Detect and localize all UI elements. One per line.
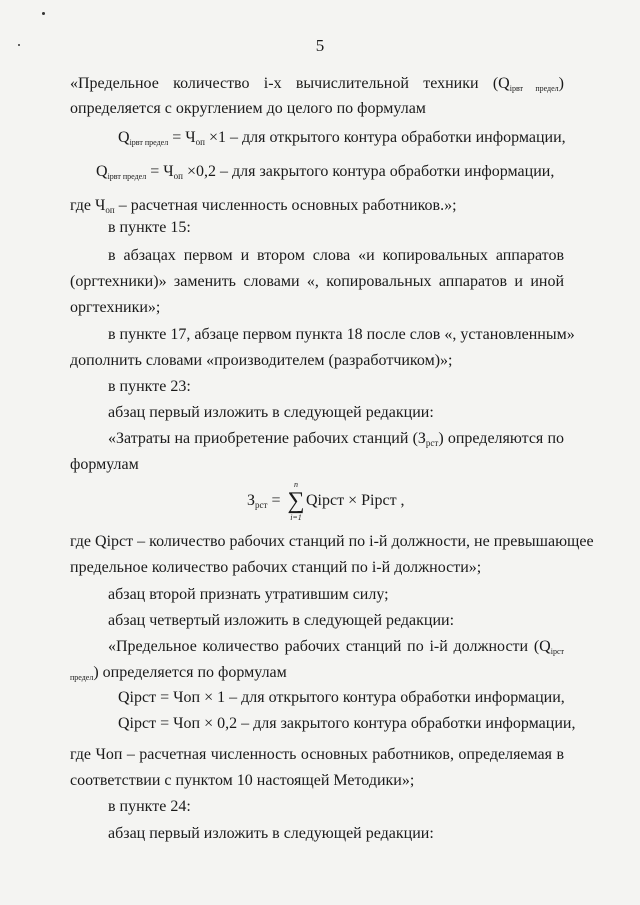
paragraph-line: предельное количество рабочих станций по i-й должности»;: [70, 559, 482, 576]
paragraph-line: абзац первый изложить в следующей редакции:: [108, 404, 434, 421]
paragraph-line: оргтехники»;: [70, 299, 161, 316]
formula-open-contour: Qiрвт предел = $Ч_{оп} \times 1$ – для открытого контура обработки информации,: [118, 129, 566, 147]
paragraph-line: формулам: [70, 456, 139, 473]
paragraph-line: где $Ч_{оп}$ – расчетная численность основных работников.»;: [70, 197, 457, 215]
paragraph-line: в пункте 17, абзаце первом пункта 18 после слов «, установленным»: [108, 326, 575, 343]
page-number: 5: [315, 36, 325, 55]
paragraph-line: абзац четвертый изложить в следующей редакции:: [108, 612, 455, 629]
paragraph-line: абзац первый изложить в следующей редакции:: [108, 825, 434, 842]
paragraph-line: «Затраты на приобретение рабочих станций $(З_{рст})$ определяются по: [108, 430, 565, 448]
paragraph-line: (оргтехники)» заменить словами «, копировальных аппаратов и иной: [70, 273, 564, 290]
formula-open-contour: Qiрст = Чоп × 1 – для открытого контура обработки информации,: [118, 689, 565, 706]
paragraph-line: соответствии с пунктом 10 настоящей Методики»;: [70, 772, 415, 789]
paragraph-line: в абзацах первом и втором слова «и копировальных аппаратов: [108, 247, 564, 264]
formula-closed-contour: Qiрст = Чоп × 0,2 – для закрытого контура обработки информации,: [118, 715, 576, 732]
paragraph-line: «Предельное количество i-х вычислительной техники (Qiрвт предел): [70, 75, 564, 93]
paragraph-line: предел) определяется по формулам: [70, 664, 287, 682]
paragraph-line: в пункте 15:: [108, 219, 191, 236]
formula-closed-contour: Qiрвт предел = $Ч_{оп} \times 0,2$ – для закрытого контура обработки информации,: [96, 163, 555, 181]
paragraph-line: дополнить словами «производителем (разработчиком)»;: [70, 352, 453, 369]
scan-speck: [42, 12, 45, 15]
sum-formula-lhs: $З_{рст}$ =: [247, 492, 281, 510]
paragraph-line: в пункте 23:: [108, 378, 191, 395]
paragraph-line: определяется с округлением до целого по формулам: [70, 100, 426, 117]
sum-formula-rhs: Qiрст × Piрст ,: [306, 492, 405, 509]
paragraph-line: абзац второй признать утратившим силу;: [108, 586, 389, 603]
paragraph-line: где Чоп – расчетная численность основных работников, определяемая в: [70, 746, 564, 763]
paragraph-line: «Предельное количество рабочих станций по i-й должности (Qiрст: [108, 638, 564, 656]
sum-sigma: n ∑ i=1: [287, 480, 305, 522]
paragraph-line: где Qiрст – количество рабочих станций по i-й должности, не превышающее: [70, 533, 594, 550]
paragraph-line: в пункте 24:: [108, 798, 191, 815]
